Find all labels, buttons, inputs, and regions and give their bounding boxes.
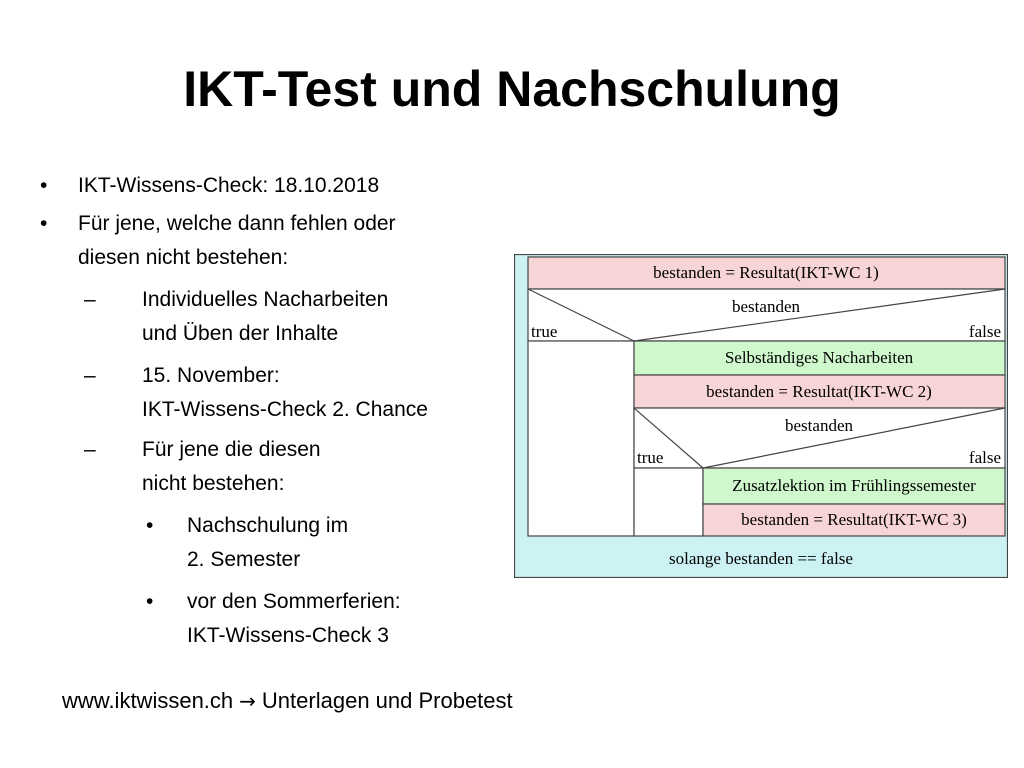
subsub-nachschulung bbox=[187, 509, 348, 577]
bullet-line: Individuelles Nacharbeiten bbox=[142, 288, 389, 311]
step1-label: bestanden = Resultat(IKT-WC 1) bbox=[653, 263, 879, 282]
subbullet-self-study bbox=[142, 283, 388, 351]
false2-label: false bbox=[968, 448, 1001, 467]
cond2-label: bestanden bbox=[785, 416, 853, 435]
bullet-line: IKT-Wissens-Check 3 bbox=[187, 624, 389, 647]
bullet-marker: • bbox=[146, 514, 154, 537]
true2-column bbox=[634, 468, 703, 536]
loop-label: solange bestanden == false bbox=[669, 549, 853, 568]
subsub-summer-check bbox=[187, 585, 401, 653]
bullet-line: IKT-Wissens-Check: 18.10.2018 bbox=[78, 174, 380, 197]
bullet-line: Nachschulung im bbox=[187, 514, 349, 537]
footer bbox=[62, 684, 513, 718]
step5-label: bestanden = Resultat(IKT-WC 3) bbox=[741, 510, 967, 529]
dash-marker: – bbox=[84, 438, 96, 461]
step3-label: bestanden = Resultat(IKT-WC 2) bbox=[706, 382, 932, 401]
bullet-line: und Üben der Inhalte bbox=[142, 322, 339, 345]
bullet-line: Für jene, welche dann fehlen oder bbox=[78, 212, 396, 235]
bullet-line: nicht bestehen: bbox=[142, 472, 285, 495]
true1-column bbox=[528, 341, 634, 536]
bullet-line: diesen nicht bestehen: bbox=[78, 246, 289, 269]
bullet-marker: • bbox=[146, 590, 154, 613]
website-link[interactable]: www.iktwissen.ch bbox=[62, 688, 234, 713]
false1-label: false bbox=[968, 322, 1001, 341]
cond1-label: bestanden bbox=[732, 297, 800, 316]
bullet-line: IKT-Wissens-Check 2. Chance bbox=[142, 398, 428, 421]
slide-title: IKT-Test und Nachschulung bbox=[183, 61, 841, 117]
nassi-shneiderman-diagram bbox=[514, 254, 1008, 578]
bullet-line: vor den Sommerferien: bbox=[187, 590, 401, 613]
dash-marker: – bbox=[84, 288, 96, 311]
bullet-missing-or-failed bbox=[78, 207, 396, 275]
bullet-marker: • bbox=[40, 212, 48, 235]
arrow-right-icon: → bbox=[239, 689, 256, 713]
subbullet-second-chance bbox=[142, 359, 428, 427]
step4-label: Zusatzlektion im Frühlingssemester bbox=[732, 476, 976, 495]
bullet-line: 15. November: bbox=[142, 364, 280, 387]
dash-marker: – bbox=[84, 364, 96, 387]
bullet-line: Für jene die diesen bbox=[142, 438, 321, 461]
step2-label: Selbständiges Nacharbeiten bbox=[724, 348, 914, 367]
footer-text: Unterlagen und Probetest bbox=[261, 688, 513, 713]
bullet-ikt-check-date bbox=[78, 169, 379, 203]
subbullet-failed-again bbox=[142, 433, 321, 501]
true2-label: true bbox=[637, 448, 664, 467]
bullet-marker: • bbox=[40, 174, 48, 197]
true1-label: true bbox=[531, 322, 558, 341]
bullet-line: 2. Semester bbox=[187, 548, 301, 571]
